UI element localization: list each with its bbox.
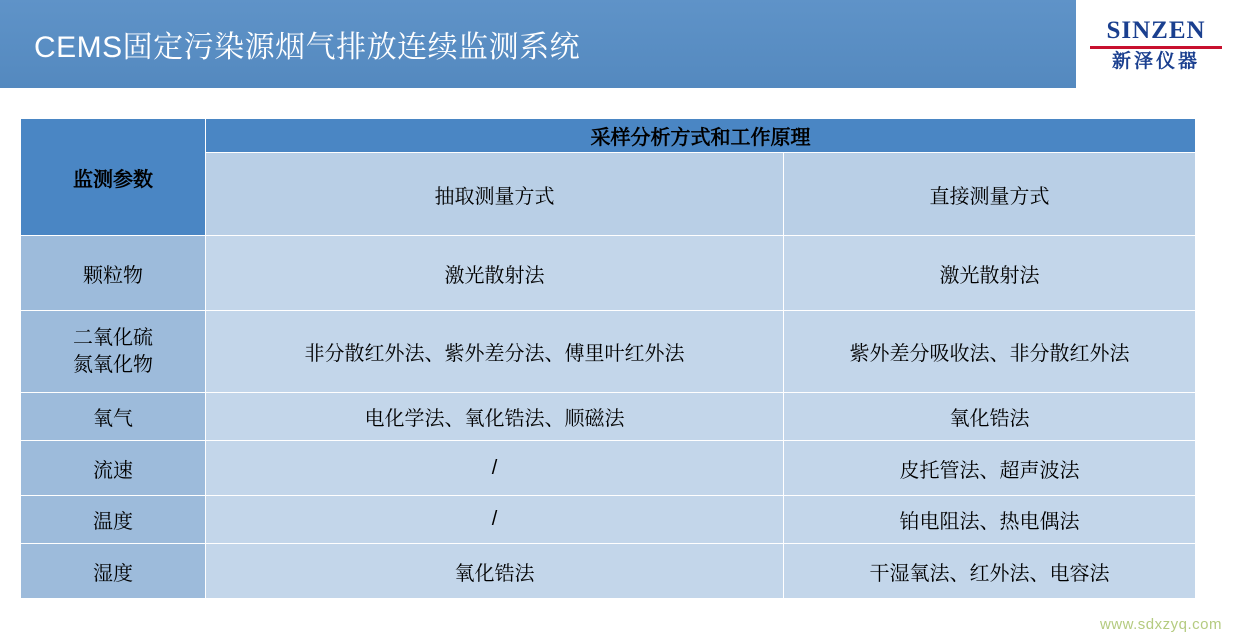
row-insitu-method: 激光散射法 [784, 236, 1196, 311]
row-insitu-method: 紫外差分吸收法、非分散红外法 [784, 311, 1196, 393]
header-cell-group: 采样分析方式和工作原理 [206, 119, 1196, 153]
logo-divider [1090, 46, 1222, 49]
row-extractive-method: / [206, 496, 784, 544]
row-parameter: 颗粒物 [21, 236, 206, 311]
row-parameter-line1: 二氧化硫 [73, 326, 153, 349]
row-insitu-method: 氧化锆法 [784, 393, 1196, 441]
logo-chinese-name: 新泽仪器 [1111, 50, 1200, 72]
table-row [21, 441, 1196, 496]
table-row [21, 311, 1196, 393]
row-extractive-method: 激光散射法 [206, 236, 784, 311]
row-parameter [21, 311, 206, 393]
watermark: www.sdxzyq.com [1099, 616, 1222, 633]
table-row [21, 496, 1196, 544]
header-cell-extractive: 抽取测量方式 [206, 153, 784, 236]
row-parameter: 温度 [21, 496, 206, 544]
logo-wordmark: SINZEN [1106, 16, 1206, 44]
page-title: CEMS固定污染源烟气排放连续监测系统 [34, 31, 581, 64]
row-parameter: 湿度 [21, 544, 206, 599]
row-insitu-method: 皮托管法、超声波法 [784, 441, 1196, 496]
header-cell-parameter: 监测参数 [21, 119, 206, 236]
table-row [21, 544, 1196, 599]
row-parameter: 流速 [21, 441, 206, 496]
row-extractive-method: 非分散红外法、紫外差分法、傅里叶红外法 [206, 311, 784, 393]
row-parameter-line2: 氮氧化物 [73, 353, 153, 376]
row-extractive-method: 电化学法、氧化锆法、顺磁法 [206, 393, 784, 441]
methods-table [20, 118, 1196, 599]
table-row [21, 393, 1196, 441]
row-extractive-method: 氧化锆法 [206, 544, 784, 599]
table-row [21, 236, 1196, 311]
row-extractive-method: / [206, 441, 784, 496]
row-insitu-method: 干湿氧法、红外法、电容法 [784, 544, 1196, 599]
row-insitu-method: 铂电阻法、热电偶法 [784, 496, 1196, 544]
header-cell-insitu: 直接测量方式 [784, 153, 1196, 236]
methods-table-wrapper [20, 118, 1195, 599]
company-logo [1076, 0, 1236, 88]
row-parameter: 氧气 [21, 393, 206, 441]
table-header-row-group [21, 119, 1196, 153]
page-header [0, 0, 1236, 88]
